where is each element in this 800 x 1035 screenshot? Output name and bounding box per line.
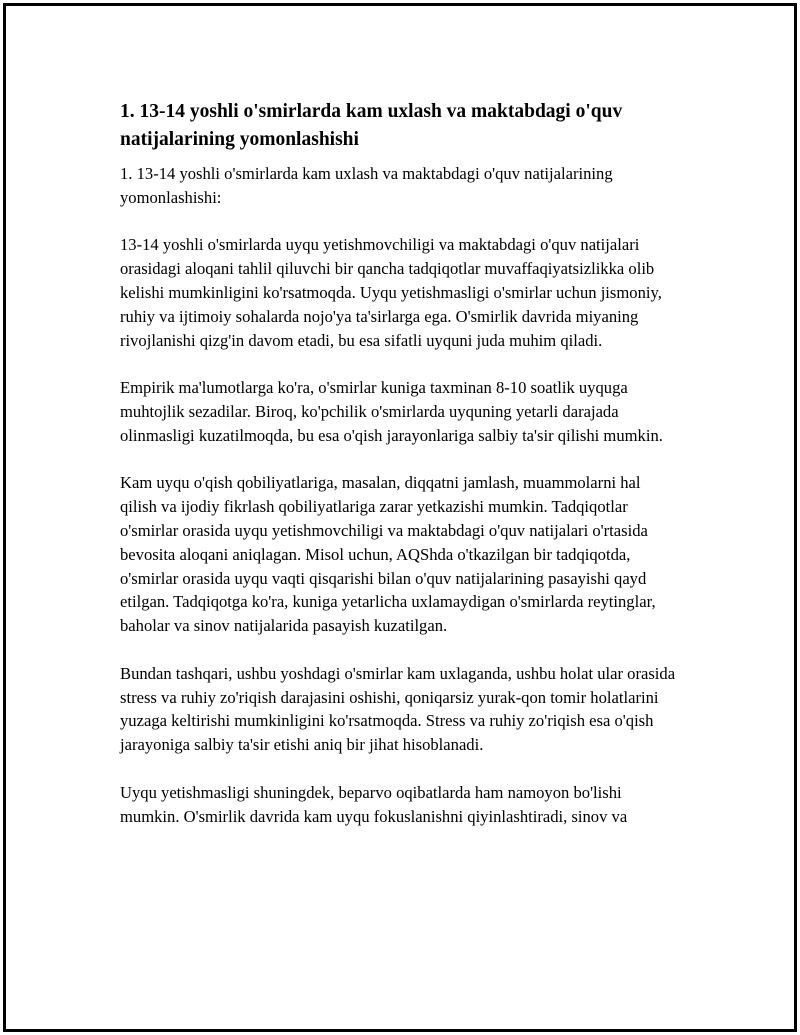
paragraph-stress: Bundan tashqari, ushbu yoshdagi o'smirlar kam uxlaganda, ushbu holat ular orasida stress va ruhiy zo'riqish darajasini oshishi, qoniqarsiz yurak-qon tomir holatlarini yuzaga keltirishi mumkinligini ko'rsatmoqda. Stress va ruhiy zo'riqish esa o'qish jarayoniga salbiy ta'sir etishi aniq bir jihat hisoblanadi. <box>120 663 676 755</box>
paragraph-empirical-data: Empirik ma'lumotlarga ko'ra, o'smirlar kuniga taxminan 8-10 soatlik uyquga muhtojlik sezadilar. Biroq, ko'pchilik o'smirlarda uyquning yetarli darajada olinmasligi kuzatilmoqda, bu esa o'qish jarayonlariga salbiy ta'sir qilishi mumkin. <box>120 378 663 445</box>
paragraph-learning-abilities: Kam uyqu o'qish qobiliyatlariga, masalan, diqqatni jamlash, muammolarni hal qilish va ijodiy fikrlash qobiliyatlariga zarar yetkazishi mumkin. Tadqiqotlar o'smirlar orasida uyqu yetishmovchiligi va maktabdagi o'quv natijalari o'rtasida bevosita aloqani aniqlagan. Misol uchun, AQShda o'tkazilgan bir tadqiqotda, o'smirlar orasida uyqu vaqti qisqarishi bilan o'quv natijalarining pasayishi qayd etilgan. Tadqiqotga ko'ra, kuniga yetarlicha uxlamaydigan o'smirlarda reytinglar, baholar va sinov natijalarida pasayish kuzatilgan. <box>120 473 656 636</box>
document-title: 1. 13-14 yoshli o'smirlarda kam uxlash va maktabdagi o'quv natijalarining yomonlashishi <box>120 101 623 150</box>
paragraph-overview: 13-14 yoshli o'smirlarda uyqu yetishmovchiligi va maktabdagi o'quv natijalari orasidagi aloqani tahlil qiluvchi bir qancha tadqiqotlar muvaffaqiyatsizlikka olib kelishi mumkinligini ko'rsatmoqda. Uyqu yetishmasligi o'smirlar uchun jismoniy, ruhiy va ijtimoiy sohalarda nojo'ya ta'sirlarga ega. O'smirlik davrida miyaning rivojlanishi qizg'in davom etadi, bu esa sifatli uyquni juda muhim qiladi. <box>120 235 662 350</box>
document-body <box>120 98 680 852</box>
document-page <box>3 3 797 1032</box>
paragraph-consequences: Uyqu yetishmasligi shuningdek, beparvo oqibatlarda ham namoyon bo'lishi mumkin. O'smirlik davrida kam uyqu fokuslanishni qiyinlashtiradi, sinov va <box>120 782 628 826</box>
paragraph-intro: 1. 13-14 yoshli o'smirlarda kam uxlash va maktabdagi o'quv natijalarining yomonlashishi: <box>120 164 613 207</box>
